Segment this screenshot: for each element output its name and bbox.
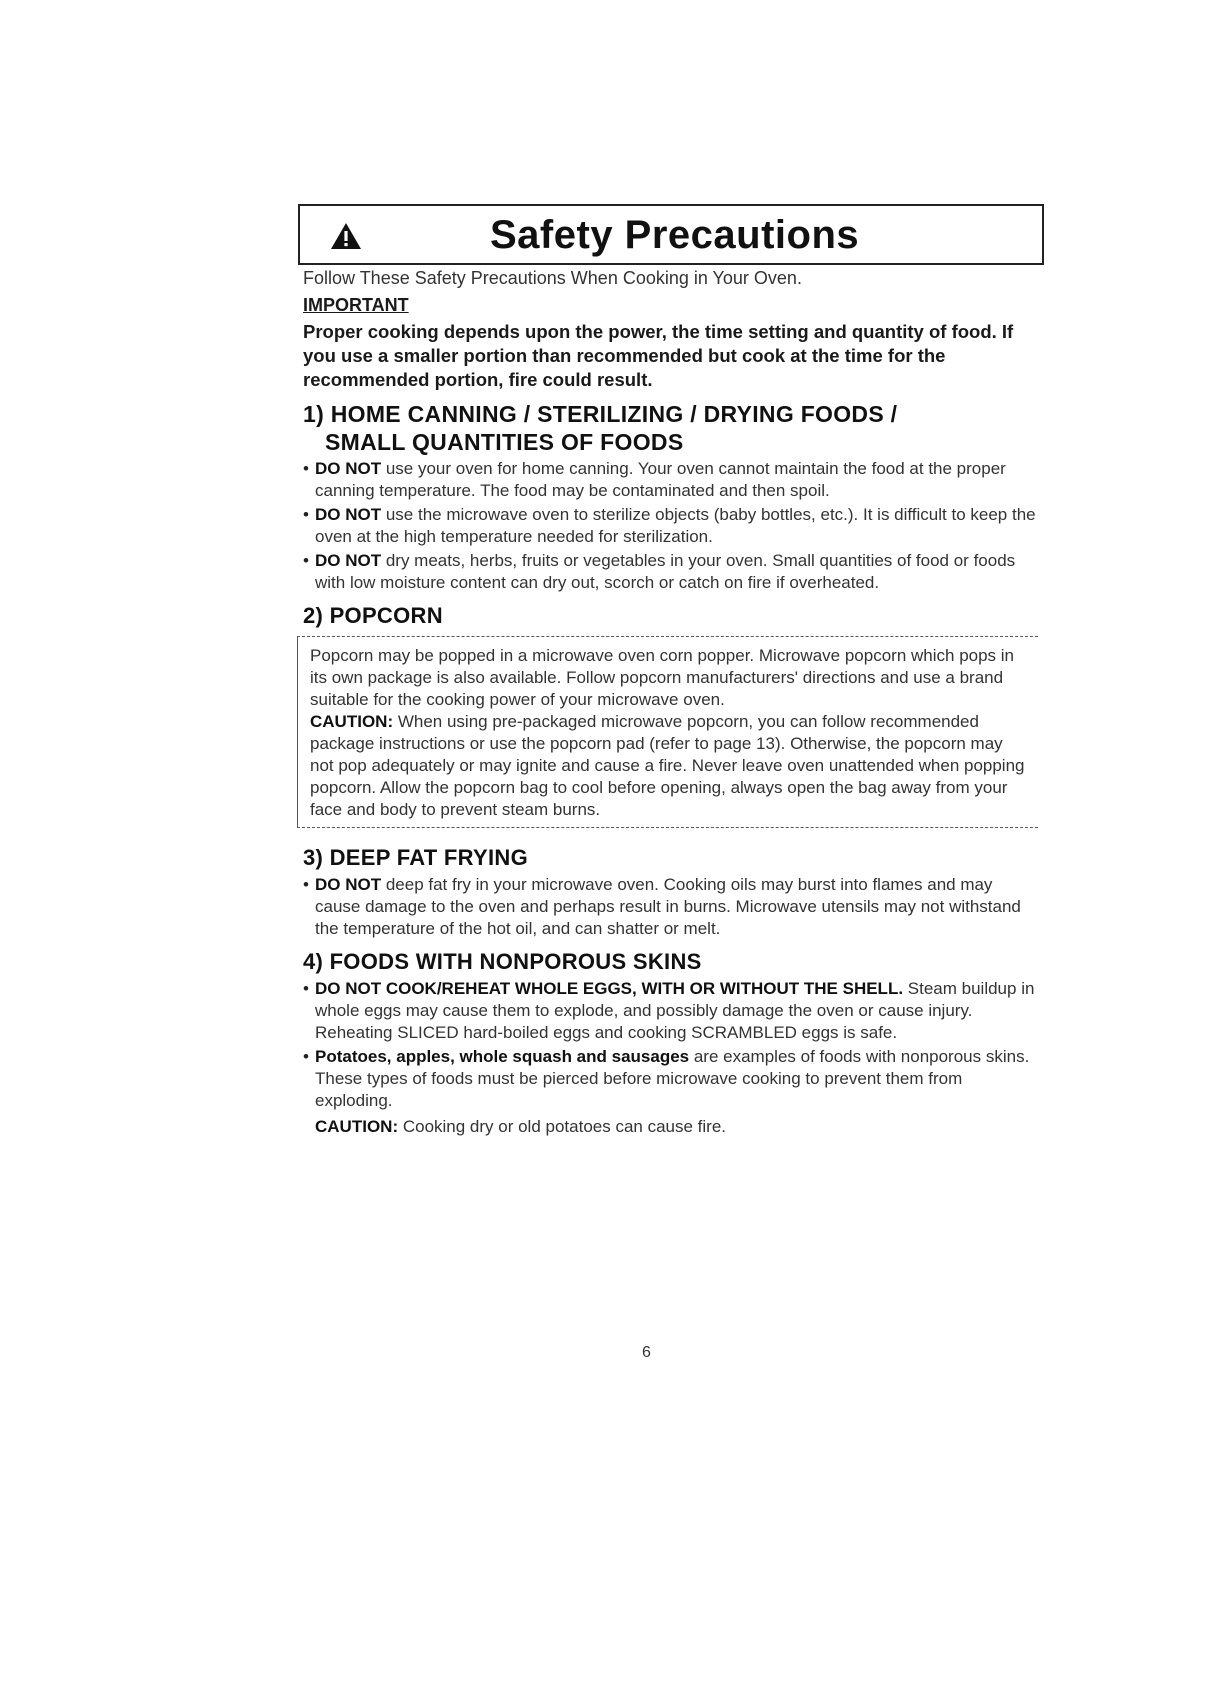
bullet-lead: DO NOT <box>315 505 382 524</box>
important-label: IMPORTANT <box>303 295 409 315</box>
bullet-list <box>303 978 1038 1112</box>
popcorn-paragraph: Popcorn may be popped in a microwave oven corn popper. Microwave popcorn which pops in its own package is also available. Follow popcorn manufacturers' directions and use a brand suitable for the cooking power of your microwave oven. <box>310 646 1015 709</box>
bullet-lead: Potatoes, apples, whole squash and sausages <box>315 1047 690 1066</box>
section-nonporous-skins <box>303 948 1038 1138</box>
title-banner <box>298 204 1044 264</box>
caution-text: When using pre-packaged microwave popcorn, you can follow recommended package instructions or use the popcorn pad (refer to page 13). Otherwise, the popcorn may not pop adequately or may ignite and cause a fire. Never leave oven unattended when popping popcorn. Allow the popcorn bag to cool before opening, always open the bag away from your face and body to prevent steam burns. <box>310 712 1025 819</box>
section-heading: 2) POPCORN <box>303 603 443 628</box>
bullet-text: use your oven for home canning. Your oven cannot maintain the food at the proper canning temperature. The food may be contaminated and then spoil. <box>315 459 1006 500</box>
section-heading: 1) HOME CANNING / STERILIZING / DRYING FOODS / <box>303 401 898 427</box>
bullet-item <box>303 978 1038 1044</box>
bullet-lead: DO NOT <box>315 459 382 478</box>
bullet-lead: DO NOT <box>315 551 382 570</box>
title-underline <box>298 263 1044 265</box>
page-title: Safety Precautions <box>490 213 860 257</box>
document-body <box>303 268 1038 1138</box>
bullet-text: use the microwave oven to sterilize objects (baby bottles, etc.). It is difficult to keep the oven at the high temperature needed for sterilization. <box>315 505 1036 546</box>
section-deep-fat-frying <box>303 844 1038 940</box>
bullet-item <box>303 874 1038 940</box>
section-heading: 3) DEEP FAT FRYING <box>303 845 529 870</box>
bullet-item <box>303 504 1038 548</box>
warning-triangle-icon <box>330 222 362 250</box>
bullet-text: Steam buildup in whole eggs may cause them to explode, and possibly damage the oven or cause injury. Reheating SLICED hard-boiled eggs and cooking SCRAMBLED eggs is safe. <box>315 979 1035 1042</box>
section-popcorn <box>303 602 1038 828</box>
potatoes-caution <box>303 1116 1038 1138</box>
section-heading: 4) FOODS WITH NONPOROUS SKINS <box>303 949 702 974</box>
bullet-lead: DO NOT COOK/REHEAT WHOLE EGGS, WITH OR WITHOUT THE SHELL. <box>315 979 904 998</box>
bullet-text: deep fat fry in your microwave oven. Cooking oils may burst into flames and may cause damage to the oven and perhaps result in burns. Microwave utensils may not withstand the temperature of the hot oil, and can shatter or melt. <box>315 875 1021 938</box>
bullet-list <box>303 458 1038 594</box>
section-heading-cont: SMALL QUANTITIES OF FOODS <box>325 429 684 455</box>
section-home-canning <box>303 400 1038 594</box>
bullet-list <box>303 874 1038 940</box>
bullet-item <box>303 458 1038 502</box>
bullet-lead: DO NOT <box>315 875 382 894</box>
important-text: Proper cooking depends upon the power, the time setting and quantity of food. If you use a smaller portion than recommended but cook at the time for the recommended portion, fire could result. <box>303 321 1014 390</box>
subtitle: Follow These Safety Precautions When Cooking in Your Oven. <box>303 268 802 288</box>
popcorn-caution <box>310 711 1030 821</box>
caution-label: CAUTION: <box>310 712 394 731</box>
bullet-item <box>303 1046 1038 1112</box>
bullet-item <box>303 550 1038 594</box>
bullet-text: are examples of foods with nonporous skins. These types of foods must be pierced before microwave cooking to prevent them from exploding. <box>315 1047 1030 1110</box>
page-number: 6 <box>642 1344 651 1361</box>
caution-label: CAUTION: <box>315 1117 399 1136</box>
bullet-text: dry meats, herbs, fruits or vegetables in your oven. Small quantities of food or foods with low moisture content can dry out, scorch or catch on fire if overheated. <box>315 551 1016 592</box>
caution-text: Cooking dry or old potatoes can cause fire. <box>398 1117 727 1136</box>
popcorn-box <box>297 636 1038 828</box>
